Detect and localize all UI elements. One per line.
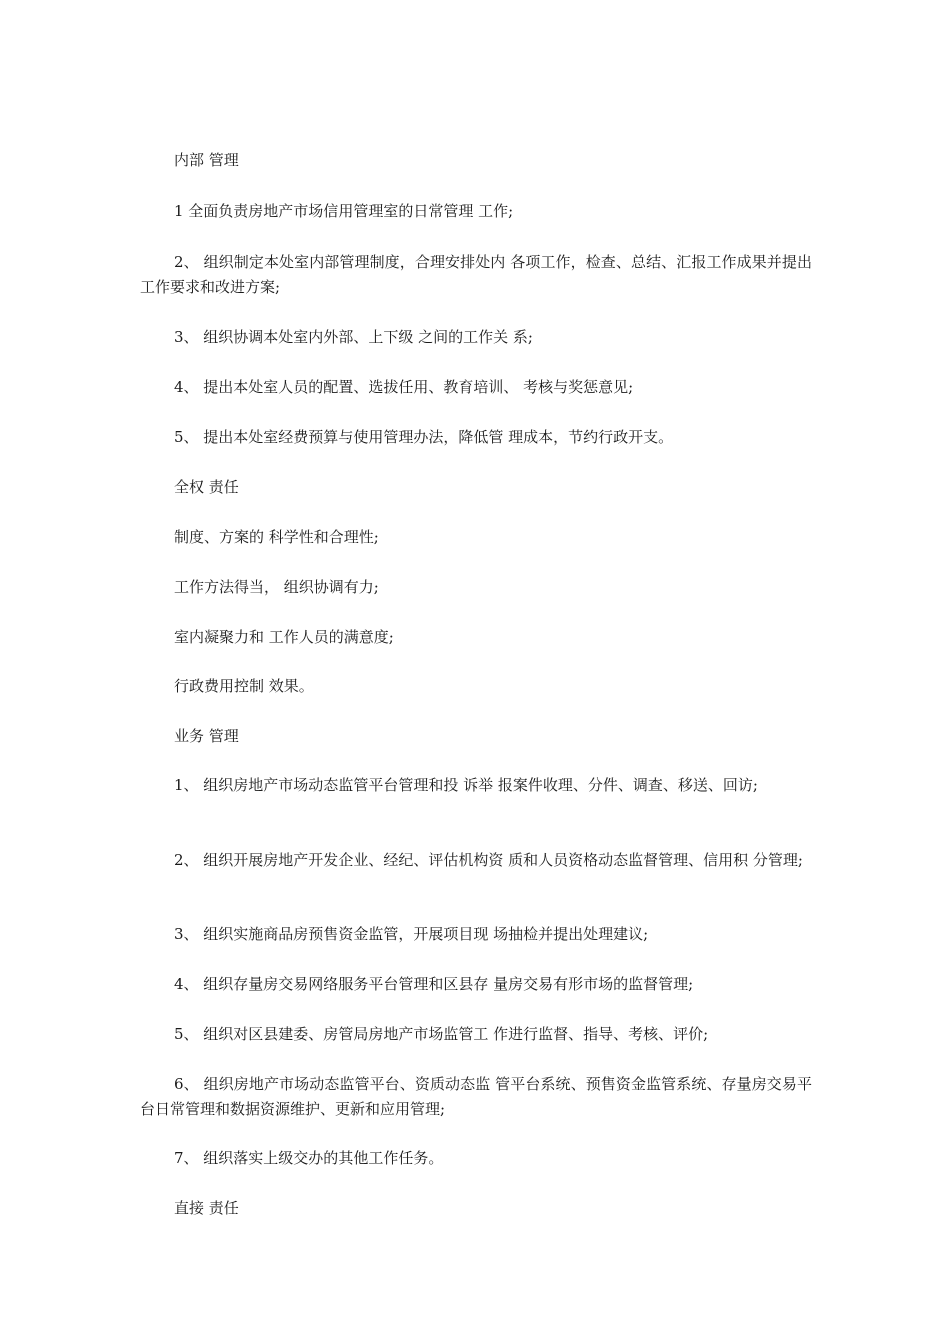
paragraph-item: 工作方法得当， 组织协调有力; (174, 578, 379, 596)
paragraph-item: 1、 组织房地产市场动态监管平台管理和投 诉举 报案件收理、分件、调查、移送、回访; (174, 776, 758, 794)
section-heading-internal-management: 内部 管理 (174, 151, 239, 169)
paragraph-item: 4、 组织存量房交易网络服务平台管理和区县存 量房交易有形市场的监督管理; (174, 975, 694, 993)
paragraph-item: 5、 组织对区县建委、房管局房地产市场监管工 作进行监督、指导、考核、评价; (174, 1025, 709, 1043)
paragraph-item: 2、 组织开展房地产开发企业、经纪、评估机构资 质和人员资格动态监督管理、信用积 分管理; (174, 851, 803, 869)
section-heading-direct-responsibility: 直接 责任 (174, 1199, 239, 1217)
paragraph-item: 1 全面负责房地产市场信用管理室的日常管理 工作; (174, 202, 514, 220)
paragraph-item: 制度、方案的 科学性和合理性; (174, 528, 379, 546)
paragraph-item: 3、 组织实施商品房预售资金监管，开展项目现 场抽检并提出处理建议; (174, 925, 649, 943)
paragraph-item: 4、 提出本处室人员的配置、选拔任用、教育培训、 考核与奖惩意见; (174, 378, 634, 396)
paragraph-item: 5、 提出本处室经费预算与使用管理办法，降低管 理成本，节约行政开支。 (174, 428, 674, 446)
paragraph-item: 6、 组织房地产市场动态监管平台、资质动态监 管平台系统、预售资金监管系统、存量房交易平 台日常管理和数据资源维护、更新和应用管理; (140, 1075, 817, 1118)
paragraph-item: 7、 组织落实上级交办的其他工作任务。 (174, 1149, 444, 1167)
section-heading-business-management: 业务 管理 (174, 727, 239, 745)
paragraph-item: 行政费用控制 效果。 (174, 677, 314, 695)
section-heading-full-responsibility: 全权 责任 (174, 478, 239, 496)
paragraph-item: 3、 组织协调本处室内外部、上下级 之间的工作关 系; (174, 328, 533, 346)
paragraph-item: 室内凝聚力和 工作人员的满意度; (174, 628, 394, 646)
paragraph-item: 2、 组织制定本处室内部管理制度，合理安排处内 各项工作，检查、总结、汇报工作成果并提出 工作要求和改进方案; (140, 253, 817, 296)
